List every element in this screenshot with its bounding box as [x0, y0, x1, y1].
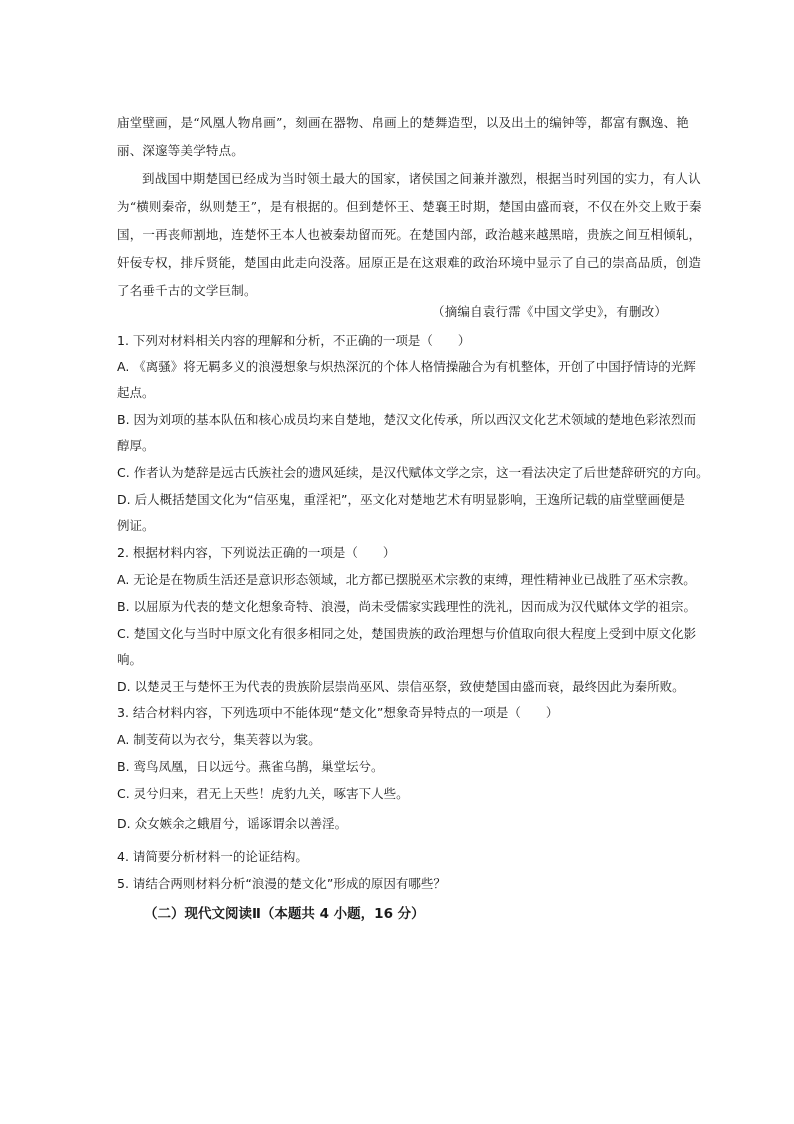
- passage-line: 国，一再丧师割地，连楚怀王本人也被秦劫留而死。在楚国内部，政治越来越黑暗，贵族之间互相倾轧，: [117, 227, 702, 242]
- option-c-cont: 响。: [117, 652, 143, 667]
- option-b: B. 因为刘项的基本队伍和核心成员均来自楚地，楚汉文化传承，所以西汉文化艺术领域的楚地色彩浓烈而: [117, 412, 697, 427]
- option-b: B. 以屈原为代表的楚文化想象奇特、浪漫，尚未受儒家实践理性的洗礼，因而成为汉代赋体文学的祖宗。: [117, 599, 697, 614]
- passage-line: 为“横则秦帝，纵则楚王”，是有根据的。但到楚怀王、楚襄王时期，楚国由盛而衰，不仅在外交上败于秦: [117, 199, 702, 214]
- question-4: 4. 请简要分析材料一的论证结构。: [117, 849, 308, 864]
- passage-line: 庙堂壁画，是“风凰人物帛画”，刻画在器物、帛画上的楚舞造型，以及出土的编钟等，都富有飘逸、艳: [117, 115, 689, 130]
- section-heading: （二）现代文阅读Ⅱ（本题共 4 小题，16 分）: [144, 906, 425, 922]
- passage-source: （摘编自袁行霈《中国文学史》，有删改）: [432, 304, 668, 319]
- option-d: D. 以楚灵王与楚怀王为代表的贵族阶层崇尚巫风、崇信巫祭，致使楚国由盛而衰，最终因此为秦所败。: [117, 679, 685, 694]
- question-5: 5. 请结合两则材料分析“浪漫的楚文化”形成的原因有哪些？: [117, 876, 446, 891]
- question-stem: 3. 结合材料内容，下列选项中不能体现“楚文化”想象奇异特点的一项是（ ）: [117, 705, 559, 720]
- option-a: A. 《离骚》将无羁多义的浪漫想象与炽热深沉的个体人格情操融合为有机整体，开创了中国抒情诗的光辉: [117, 359, 696, 374]
- option-d: D. 后人概括楚国文化为“信巫鬼，重淫祀”，巫文化对楚地艺术有明显影响，王逸所记载的庙堂壁画便是: [117, 492, 686, 507]
- option-c: C. 灵兮归来，君无上天些！虎豹九关，啄害下人些。: [117, 786, 409, 801]
- option-a: A. 制芰荷以为衣兮，集芙蓉以为裳。: [117, 732, 321, 747]
- option-a-cont: 起点。: [117, 385, 155, 400]
- option-d: D. 众女嫉余之蛾眉兮，谣诼谓余以善淫。: [117, 816, 348, 831]
- passage-line: 奸佞专权，排斥贤能，楚国由此走向没落。屈原正是在这艰难的政治环境中显示了自己的崇高品质，创造: [117, 255, 702, 270]
- question-stem: 2. 根据材料内容，下列说法正确的一项是（ ）: [117, 545, 396, 560]
- passage-line: 丽、深邃等美学特点。: [117, 143, 245, 158]
- option-a: A. 无论是在物质生活还是意识形态领域，北方都已摆脱巫术宗教的束缚，理性精神业已战胜了巫术宗教。: [117, 572, 696, 587]
- option-b: B. 鸾鸟凤凰，日以远兮。燕雀乌鹊，巢堂坛兮。: [117, 759, 384, 774]
- option-b-cont: 醇厚。: [117, 438, 155, 453]
- question-stem: 1. 下列对材料相关内容的理解和分析，不正确的一项是（ ）: [117, 333, 471, 348]
- option-d-cont: 例证。: [117, 518, 155, 533]
- passage-line: 到战国中期楚国已经成为当时领土最大的国家，诸侯国之间兼并激烈，根据当时列国的实力，有人认: [142, 171, 701, 186]
- option-c: C. 作者认为楚辞是远古氏族社会的遗风延续，是汉代赋体文学之宗，这一看法决定了后世楚辞研究的方向。: [117, 465, 709, 480]
- option-c: C. 楚国文化与当时中原文化有很多相同之处，楚国贵族的政治理想与价值取向很大程度上受到中原文化影: [117, 626, 697, 641]
- passage-line: 了名垂千古的文学巨制。: [117, 283, 257, 298]
